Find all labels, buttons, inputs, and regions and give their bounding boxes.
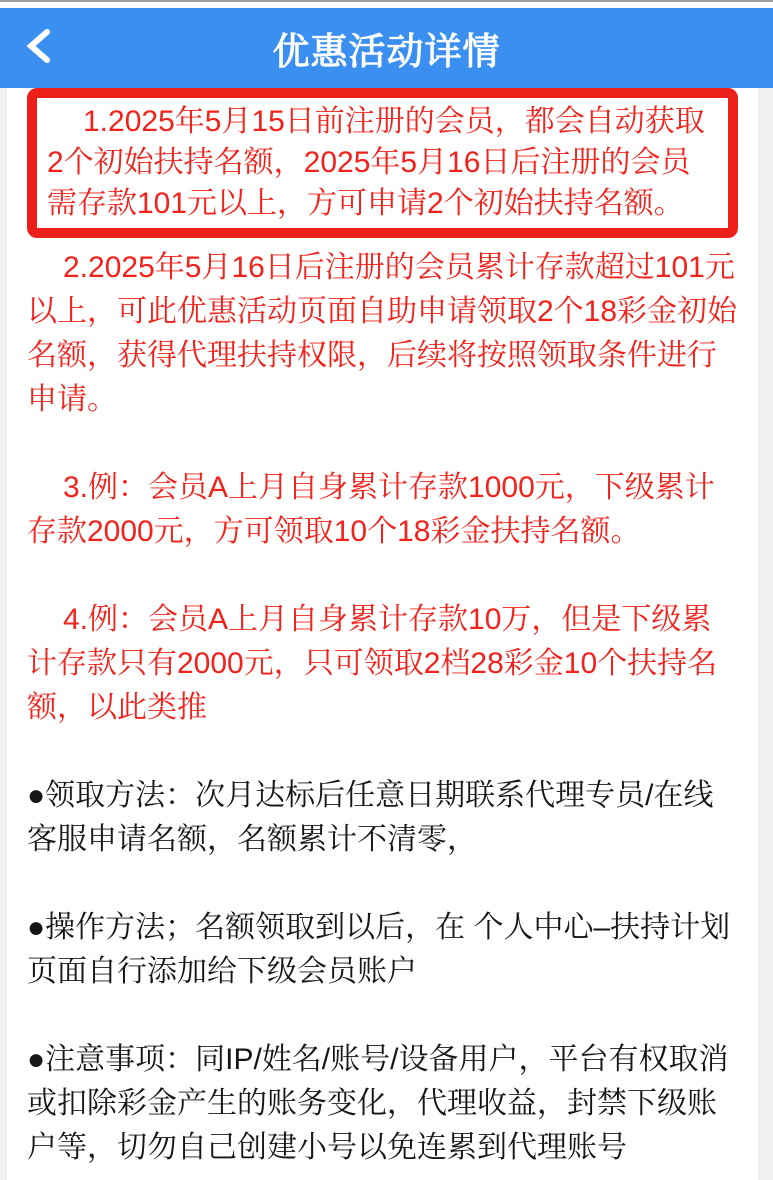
rule-1-text: 1.2025年5月15日前注册的会员，都会自动获取2个初始扶持名额，2025年5月16日后注册的会员需存款101元以上，方可申请2个初始扶持名额。 <box>47 105 705 220</box>
operation-method-text: ●操作方法；名额领取到以后，在 个人中心–扶持计划页面自行添加给下级会员账户 <box>27 911 731 988</box>
promo-details-content <box>7 88 758 1180</box>
page-title: 优惠活动详情 <box>272 31 501 72</box>
rule-3-example-text: 3.例：会员A上月自身累计存款1000元，下级累计存款2000元，方可领取10个18彩金扶持名额。 <box>27 471 715 548</box>
rule-4-example-text: 4.例：会员A上月自身累计存款10万，但是下级累计存款只有2000元，只可领取2档28彩金10个扶持名额，以此类推 <box>27 603 718 724</box>
back-button[interactable] <box>16 26 60 70</box>
claim-method-text: ●领取方法：次月达标后任意日期联系代理专员/在线客服申请名额，名额累计不清零， <box>27 779 714 856</box>
highlight-rule-box <box>27 88 738 238</box>
rule-2-text: 2.2025年5月16日后注册的会员累计存款超过101元以上，可此优惠活动页面自助申请领取2个18彩金初始名额，获得代理扶持权限，后续将按照领取条件进行申请。 <box>27 251 738 416</box>
app-header <box>0 8 773 88</box>
chevron-left-icon <box>21 24 55 73</box>
notice-text: ●注意事项：同IP/姓名/账号/设备用户，平台有权取消或扣除彩金产生的账务变化，代理收益，封禁下级账户等，切勿自己创建小号以免连累到代理账号 <box>27 1043 729 1164</box>
